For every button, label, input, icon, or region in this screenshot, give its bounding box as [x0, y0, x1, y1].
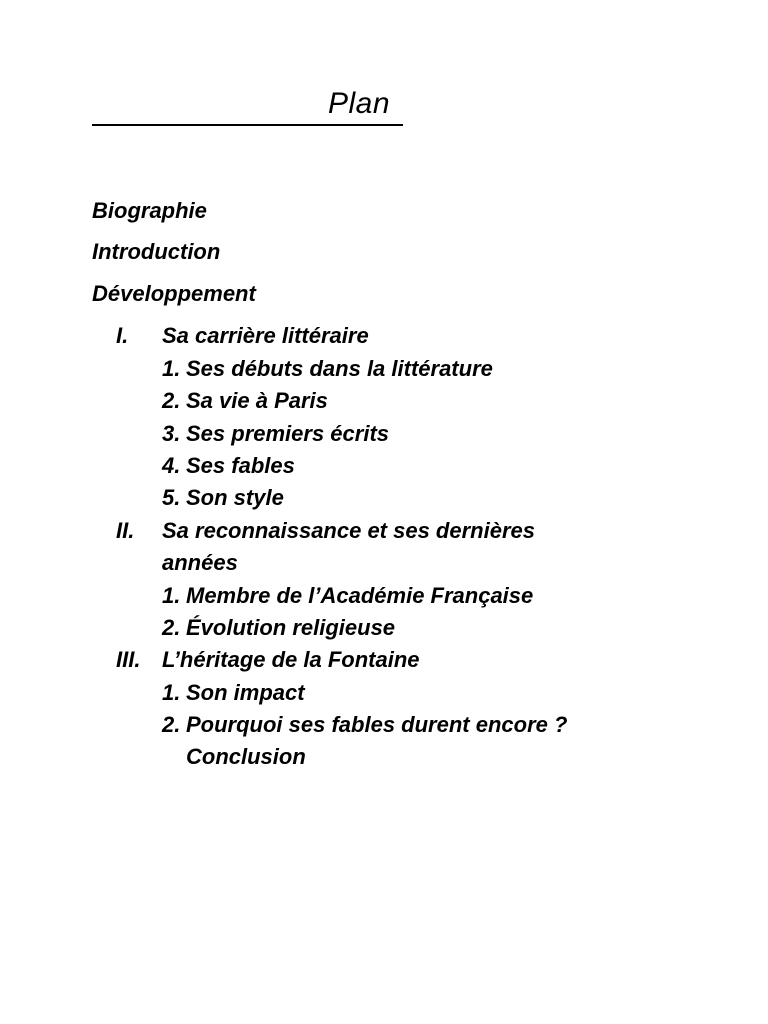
part-1-item-5-text: Son style — [186, 485, 284, 510]
part-1-item-4-text: Ses fables — [186, 453, 295, 478]
section-biographie: Biographie — [92, 198, 207, 223]
part-1-item-2-text: Sa vie à Paris — [186, 388, 328, 413]
part-2-title-line-2: années — [162, 550, 238, 575]
part-2-item-1-number: 1. — [162, 583, 181, 608]
section-developpement: Développement — [92, 281, 256, 306]
part-2-title-line-1: Sa reconnaissance et ses dernières — [162, 518, 535, 543]
part-2-item-2-number: 2. — [162, 615, 181, 640]
part-3-numeral: III. — [116, 647, 141, 672]
part-1-item-1-text: Ses débuts dans la littérature — [186, 356, 493, 381]
part-3-item-1-number: 1. — [162, 680, 181, 705]
part-3-item-1-text: Son impact — [186, 680, 305, 705]
part-2-item-2-text: Évolution religieuse — [186, 615, 396, 640]
page-title: Plan — [328, 87, 391, 120]
part-1-item-3-number: 3. — [162, 421, 181, 446]
part-1-numeral: I. — [116, 323, 129, 348]
part-2-item-1-text: Membre de l’Académie Française — [186, 583, 534, 608]
part-1-item-1-number: 1. — [162, 356, 181, 381]
part-1-item-3-text: Ses premiers écrits — [186, 421, 390, 446]
part-3-item-2-text: Pourquoi ses fables durent encore ? — [186, 712, 568, 737]
part-1-title: Sa carrière littéraire — [162, 323, 369, 348]
part-1-item-4-number: 4. — [162, 453, 181, 478]
section-conclusion: Conclusion — [186, 744, 306, 769]
part-3-item-2-number: 2. — [162, 712, 181, 737]
section-introduction: Introduction — [92, 239, 221, 264]
part-2-numeral: II. — [116, 518, 135, 543]
part-1-item-5-number: 5. — [162, 485, 181, 510]
part-3-title: L’héritage de la Fontaine — [162, 647, 420, 672]
part-1-item-2-number: 2. — [162, 388, 181, 413]
